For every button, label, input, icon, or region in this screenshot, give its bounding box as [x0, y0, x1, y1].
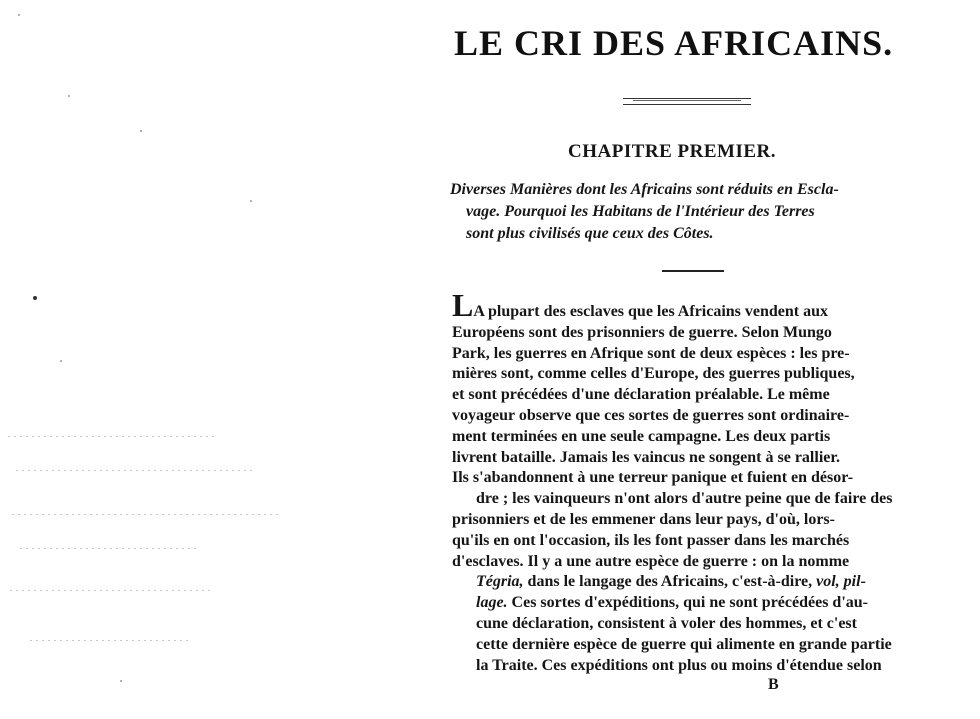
- chapter-summary: [450, 179, 970, 245]
- body-line-text: dans le langage des Africains, c'est-à-dire,: [523, 573, 817, 591]
- summary-line: vage. Pourquoi les Habitans de l'Intérieur des Terres: [466, 203, 815, 220]
- left-page-blank: [0, 0, 430, 719]
- ink-speck: [68, 95, 70, 97]
- section-divider-rule: [662, 270, 724, 272]
- show-through-line: [30, 640, 190, 641]
- ink-speck: [140, 130, 142, 132]
- body-line: la Traite. Ces expéditions ont plus ou moins d'étendue selon: [476, 656, 882, 674]
- body-line: et sont précédées d'une déclaration préalable. Le même: [452, 386, 830, 404]
- body-line: [452, 593, 974, 614]
- summary-line: sont plus civilisés que ceux des Côtes.: [466, 225, 714, 242]
- body-line: cette dernière espèce de guerre qui alimente en grande partie: [476, 635, 892, 653]
- body-line: [452, 287, 974, 323]
- ink-speck: [33, 296, 37, 300]
- show-through-line: [12, 514, 282, 515]
- body-text: [452, 287, 974, 676]
- body-line: cune déclaration, consistent à voler des hommes, et c'est: [476, 614, 857, 632]
- summary-line: Diverses Manières dont les Africains sont réduits en Escla-: [450, 181, 839, 198]
- body-line: prisonniers et de les emmener dans leur pays, d'où, lors-: [452, 510, 835, 528]
- term-gloss-end: lage.: [476, 594, 508, 612]
- body-line: livrent bataille. Jamais les vaincus ne songent à se rallier.: [452, 448, 840, 466]
- body-line: [452, 572, 974, 593]
- show-through-line: [8, 436, 218, 437]
- page-title: LE CRI DES AFRICAINS.: [454, 23, 894, 63]
- drop-cap: L: [452, 287, 474, 323]
- body-line: qu'ils en ont l'occasion, ils les font passer dans les marchés: [452, 531, 850, 549]
- ink-speck: [120, 680, 122, 682]
- body-line: ment terminées en une seule campagne. Les deux partis: [452, 427, 831, 445]
- body-line: mières sont, comme celles d'Europe, des guerres publiques,: [452, 365, 855, 383]
- body-line: Ils s'abandonnent à une terreur panique et fuient en désor-: [452, 469, 854, 487]
- body-line-text: A plupart des esclaves que les Africains vendent aux: [473, 303, 829, 320]
- body-line: dre ; les vainqueurs n'ont alors d'autre peine que de faire des: [476, 490, 893, 508]
- ink-speck: [250, 200, 252, 202]
- body-line: d'esclaves. Il y a une autre espèce de guerre : on la nomme: [452, 552, 850, 570]
- term-tegria: Tégria,: [476, 573, 524, 591]
- body-line: voyageur observe que ces sortes de guerres sont ordinaire-: [452, 406, 850, 424]
- ink-speck: [18, 14, 20, 16]
- term-gloss: vol, pil-: [816, 573, 866, 591]
- show-through-line: [20, 548, 200, 549]
- right-page: [430, 0, 980, 719]
- title-ornament-rule: [623, 98, 751, 105]
- body-line: Européens sont des prisonniers de guerre. Selon Mungo: [452, 323, 832, 341]
- signature-mark: B: [768, 676, 779, 693]
- show-through-line: [16, 470, 256, 471]
- body-line: Park, les guerres en Afrique sont de deux espèces : les pre-: [452, 344, 850, 362]
- chapter-heading: CHAPITRE PREMIER.: [568, 141, 777, 162]
- body-line-text: Ces sortes d'expéditions, qui ne sont précédées d'au-: [507, 594, 868, 612]
- ink-speck: [60, 360, 62, 362]
- show-through-line: [10, 590, 210, 591]
